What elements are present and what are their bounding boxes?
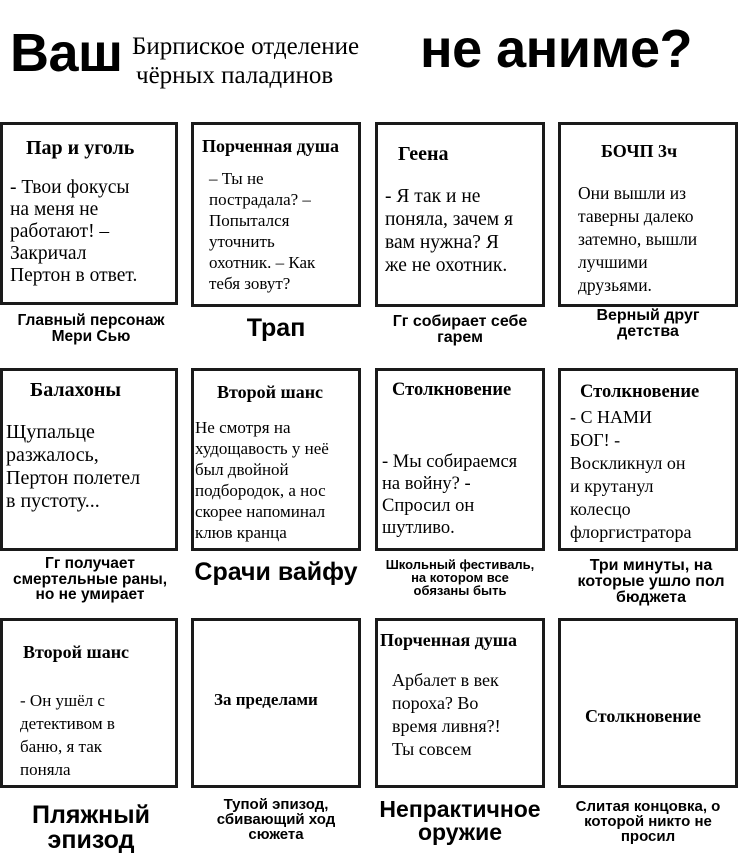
card-caption-7: Школьный фестиваль, на котором все обязаны быть: [385, 557, 535, 598]
card-caption-2: Трап: [246, 314, 306, 342]
card-caption-5: Гг получает смертельные раны, но не умирает: [12, 555, 168, 603]
card-caption-10: Тупой эпизод, сбивающий ход сюжета: [216, 796, 336, 843]
title-subtitle-line1: Бирпиское отделение: [132, 33, 360, 60]
card-caption-1: Главный персонаж Мери Сью: [17, 312, 165, 345]
title-subtitle-line2: чёрных паладинов: [136, 62, 334, 89]
card-caption-8: Три минуты, на которые ушло пол бюджета: [577, 557, 725, 606]
card-text: – Ты не пострадала? – Попытался уточнить охотник. – Как тебя зовут?: [209, 169, 316, 293]
card-title: Пар и уголь: [26, 137, 135, 159]
card-title: Второй шанс: [23, 642, 130, 662]
card-title: Столкновение: [392, 380, 512, 400]
bingo-card-12[interactable]: [558, 618, 738, 788]
bingo-card-8[interactable]: [558, 368, 738, 551]
card-title: Столкновение: [580, 382, 700, 402]
card-title: Столкновение: [585, 706, 701, 726]
card-caption-6: Срачи вайфу: [194, 558, 358, 586]
bingo-card-4[interactable]: [558, 122, 738, 307]
title-right: не аниме?: [420, 19, 692, 79]
card-caption-3: Гг собирает себе гарем: [392, 313, 528, 346]
title-left: Ваш: [10, 23, 123, 83]
bingo-card-6[interactable]: [191, 368, 361, 551]
card-caption-12: Слитая концовка, о которой никто не просил: [575, 798, 721, 845]
card-text: Арбалет в век пороха? Во время ливня?! Ты совсем: [392, 670, 501, 759]
card-caption-9: Пляжный эпизод: [32, 801, 150, 854]
card-text: - Я так и не поняла, зачем я вам нужна? Я же не охотник.: [385, 186, 513, 276]
bingo-card-2[interactable]: [191, 122, 361, 307]
bingo-card-5[interactable]: [0, 368, 178, 551]
bingo-card-9[interactable]: [0, 618, 178, 788]
card-title: Второй шанс: [217, 382, 324, 402]
card-title: Геена: [398, 143, 449, 165]
bingo-card-10[interactable]: [191, 618, 361, 788]
card-text: - С НАМИ БОГ! - Воскликнул он и крутанул колесцо флоргистратора: [570, 407, 692, 542]
card-title: БОЧП 3ч: [601, 141, 678, 161]
card-caption-4: Верный друг детства: [596, 307, 700, 340]
bingo-card-3[interactable]: [375, 122, 545, 307]
card-title: Порченная душа: [380, 630, 517, 650]
card-text: - Мы собираемся на войну? - Спросил он шутливо.: [382, 452, 518, 538]
bingo-card-7[interactable]: [375, 368, 545, 551]
card-title: За пределами: [214, 690, 318, 709]
card-title: Балахоны: [30, 379, 121, 401]
bingo-card-11[interactable]: [375, 618, 545, 788]
card-title: Порченная душа: [202, 136, 339, 156]
card-text: Не смотря на худощавость у неё был двойной подбородок, а нос скорее напоминал клюв кранца: [195, 418, 329, 542]
card-text: - Твои фокусы на меня не работают! – Закричал Пертон в ответ.: [10, 177, 138, 286]
card-text: - Он ушёл с детективом в баню, я так поняла: [20, 691, 115, 779]
card-caption-11: Непрактичное оружие: [379, 796, 541, 845]
card-text: Они вышли из таверны далеко затемно, вышли лучшими друзьями.: [578, 183, 698, 295]
bingo-card-1[interactable]: [0, 122, 178, 305]
card-text: Щупальце разжалось, Пертон полетел в пустоту...: [6, 421, 141, 512]
